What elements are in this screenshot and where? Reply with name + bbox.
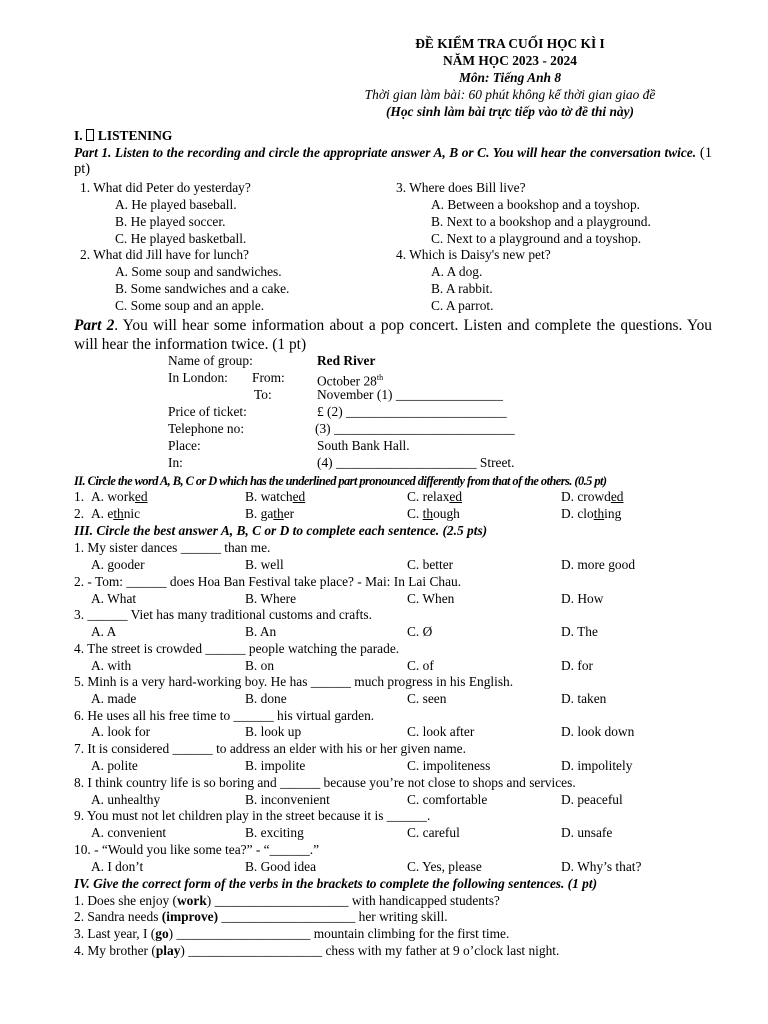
answer-option[interactable]: D. How (561, 591, 604, 606)
answer-option[interactable]: C. Ø (407, 624, 433, 639)
answer-option[interactable]: C. Some soup and an apple. (115, 298, 265, 313)
answer-option[interactable]: D. The (561, 624, 598, 639)
verb-item[interactable]: 3. Last year, I (go) ____________________ mountain climbing for the first time. (74, 926, 510, 941)
listening-question: 2. What did Jill have for lunch? (80, 247, 249, 262)
answer-option[interactable]: D. unsafe (561, 825, 613, 840)
answer-option[interactable]: B. watched (245, 489, 306, 504)
answer-option[interactable]: B. An (245, 624, 277, 639)
answer-option[interactable]: C. look after (407, 724, 475, 739)
answer-option[interactable]: C. Yes, please (407, 859, 482, 874)
answer-option[interactable]: B. inconvenient (245, 792, 330, 807)
section2-heading: II. Circle the word A, B, C or D which has the underlined part pronounced differently from that of the others. (0.5 pt) (74, 474, 607, 488)
form-label: From: (252, 370, 285, 385)
place-value: South Bank Hall. (317, 438, 410, 453)
form-label: Place: (168, 438, 201, 453)
answer-option[interactable]: C. careful (407, 825, 460, 840)
answer-option[interactable]: C. When (407, 591, 455, 606)
answer-option[interactable]: B. Some sandwiches and a cake. (115, 281, 290, 296)
answer-option[interactable]: B. done (245, 691, 287, 706)
answer-option[interactable]: D. peaceful (561, 792, 623, 807)
answer-option[interactable]: B. well (245, 557, 284, 572)
answer-option[interactable]: A. ethnic (91, 506, 141, 521)
answer-option[interactable]: B. gather (245, 506, 295, 521)
answer-option[interactable]: D. impolitely (561, 758, 633, 773)
answer-option[interactable]: A. look for (91, 724, 151, 739)
answer-option[interactable]: C. better (407, 557, 454, 572)
form-label: In: (168, 455, 183, 470)
blank-field[interactable]: (3) ___________________________ (315, 421, 515, 436)
answer-option[interactable]: A. What (91, 591, 137, 606)
answer-option[interactable]: A. A (91, 624, 117, 639)
question-text: 1. My sister dances ______ than me. (74, 540, 271, 555)
listening-question: 4. Which is Daisy's new pet? (396, 247, 551, 262)
question-number: 2. (74, 506, 85, 521)
group-name: Red River (317, 353, 376, 368)
verb-item[interactable]: 1. Does she enjoy (work) ____________________ with handicapped students? (74, 893, 500, 908)
answer-option[interactable]: D. clothing (561, 506, 622, 521)
question-text: 10. - “Would you like some tea?” - “______.” (74, 842, 320, 857)
answer-option[interactable]: D. look down (561, 724, 635, 739)
answer-option[interactable]: B. impolite (245, 758, 306, 773)
answer-option[interactable]: D. more good (561, 557, 636, 572)
part1-instruction: Part 1. Listen to the recording and circle the appropriate answer A, B or C. You will hear the conversation twice. (1 pt) (74, 145, 712, 177)
answer-option[interactable]: D. for (561, 658, 593, 673)
answer-option[interactable]: B. exciting (245, 825, 304, 840)
answer-option[interactable]: A. worked (91, 489, 148, 504)
answer-option[interactable]: A. Some soup and sandwiches. (115, 264, 282, 279)
form-label: Name of group: (168, 353, 253, 368)
verb-item[interactable]: 4. My brother (play) ____________________ chess with my father at 9 o’clock last night. (74, 943, 560, 958)
answer-option[interactable]: C. Next to a playground and a toyshop. (431, 231, 642, 246)
square-glyph-icon (86, 129, 94, 141)
answer-option[interactable]: B. on (245, 658, 275, 673)
answer-option[interactable]: A. A dog. (431, 264, 483, 279)
blank-field[interactable]: (4) _____________________ Street. (317, 455, 515, 470)
form-label: To: (254, 387, 272, 402)
question-text: 4. The street is crowded ______ people watching the parade. (74, 641, 400, 656)
question-text: 6. He uses all his free time to ______ his virtual garden. (74, 708, 375, 723)
section3-heading: III. Circle the best answer A, B, C or D to complete each sentence. (2.5 pts) (74, 523, 488, 538)
blank-field[interactable]: £ (2) ________________________ (317, 404, 507, 419)
answer-option[interactable]: A. I don’t (91, 859, 144, 874)
answer-option[interactable]: B. A rabbit. (431, 281, 493, 296)
answer-option[interactable]: B. Next to a bookshop and a playground. (431, 214, 651, 229)
answer-option[interactable]: D. crowded (561, 489, 624, 504)
question-text: 3. ______ Viet has many traditional customs and crafts. (74, 607, 372, 622)
listening-heading: I. LISTENING (74, 128, 173, 143)
from-date: October 28th (317, 373, 384, 389)
answer-option[interactable]: C. comfortable (407, 792, 488, 807)
answer-option[interactable]: C. impoliteness (407, 758, 491, 773)
instruction-note: (Học sinh làm bài trực tiếp vào tờ đề thi này) (385, 104, 635, 119)
answer-option[interactable]: A. with (91, 658, 132, 673)
answer-option[interactable]: B. look up (245, 724, 302, 739)
answer-option[interactable]: C. relaxed (407, 489, 463, 504)
time-limit: Thời gian làm bài: 60 phút không kể thời gian giao đề (364, 87, 656, 102)
listening-question: 1. What did Peter do yesterday? (80, 180, 251, 195)
question-text: 9. You must not let children play in the street because it is ______. (74, 808, 431, 823)
answer-option[interactable]: B. Where (245, 591, 297, 606)
form-label: Price of ticket: (168, 404, 247, 419)
section4-heading: IV. Give the correct form of the verbs in the brackets to complete the following sentences. (1 pt) (74, 876, 598, 891)
answer-option[interactable]: A. gooder (91, 557, 145, 572)
exam-title: ĐỀ KIỂM TRA CUỐI HỌC KÌ I (415, 36, 605, 51)
answer-option[interactable]: A. Between a bookshop and a toyshop. (431, 197, 641, 212)
form-label: In London: (168, 370, 228, 385)
question-text: 5. Minh is a very hard-working boy. He has ______ much progress in his English. (74, 674, 514, 689)
answer-option[interactable]: D. taken (561, 691, 607, 706)
answer-option[interactable]: C. He played basketball. (115, 231, 247, 246)
subject: Môn: Tiếng Anh 8 (458, 70, 562, 85)
answer-option[interactable]: B. Good idea (245, 859, 317, 874)
form-label: Telephone no: (168, 421, 245, 436)
answer-option[interactable]: D. Why’s that? (561, 859, 642, 874)
answer-option[interactable]: A. He played baseball. (115, 197, 237, 212)
part2-instruction: Part 2. You will hear some information about a pop concert. Listen and complete the questions. You will hear the information twice. (1 pt) (74, 317, 713, 353)
question-number: 1. (74, 489, 85, 504)
answer-option[interactable]: A. unhealthy (91, 792, 161, 807)
answer-option[interactable]: A. convenient (91, 825, 167, 840)
answer-option[interactable]: C. though (407, 506, 460, 521)
listening-question: 3. Where does Bill live? (396, 180, 526, 195)
answer-option[interactable]: B. He played soccer. (115, 214, 226, 229)
answer-option[interactable]: A. made (91, 691, 137, 706)
question-text: 7. It is considered ______ to address an elder with his or her given name. (74, 741, 466, 756)
verb-item[interactable]: 2. Sandra needs (improve) ____________________ her writing skill. (74, 909, 448, 924)
answer-option[interactable]: C. A parrot. (431, 298, 494, 313)
blank-field[interactable]: November (1) ________________ (317, 387, 503, 402)
answer-option[interactable]: C. seen (407, 691, 447, 706)
school-year: NĂM HỌC 2023 - 2024 (443, 53, 577, 68)
question-text: 8. I think country life is so boring and ______ because you’re not close to shops and services. (74, 775, 576, 790)
answer-option[interactable]: C. of (407, 658, 434, 673)
question-text: 2. - Tom: ______ does Hoa Ban Festival take place? - Mai: In Lai Chau. (74, 574, 462, 589)
answer-option[interactable]: A. polite (91, 758, 138, 773)
